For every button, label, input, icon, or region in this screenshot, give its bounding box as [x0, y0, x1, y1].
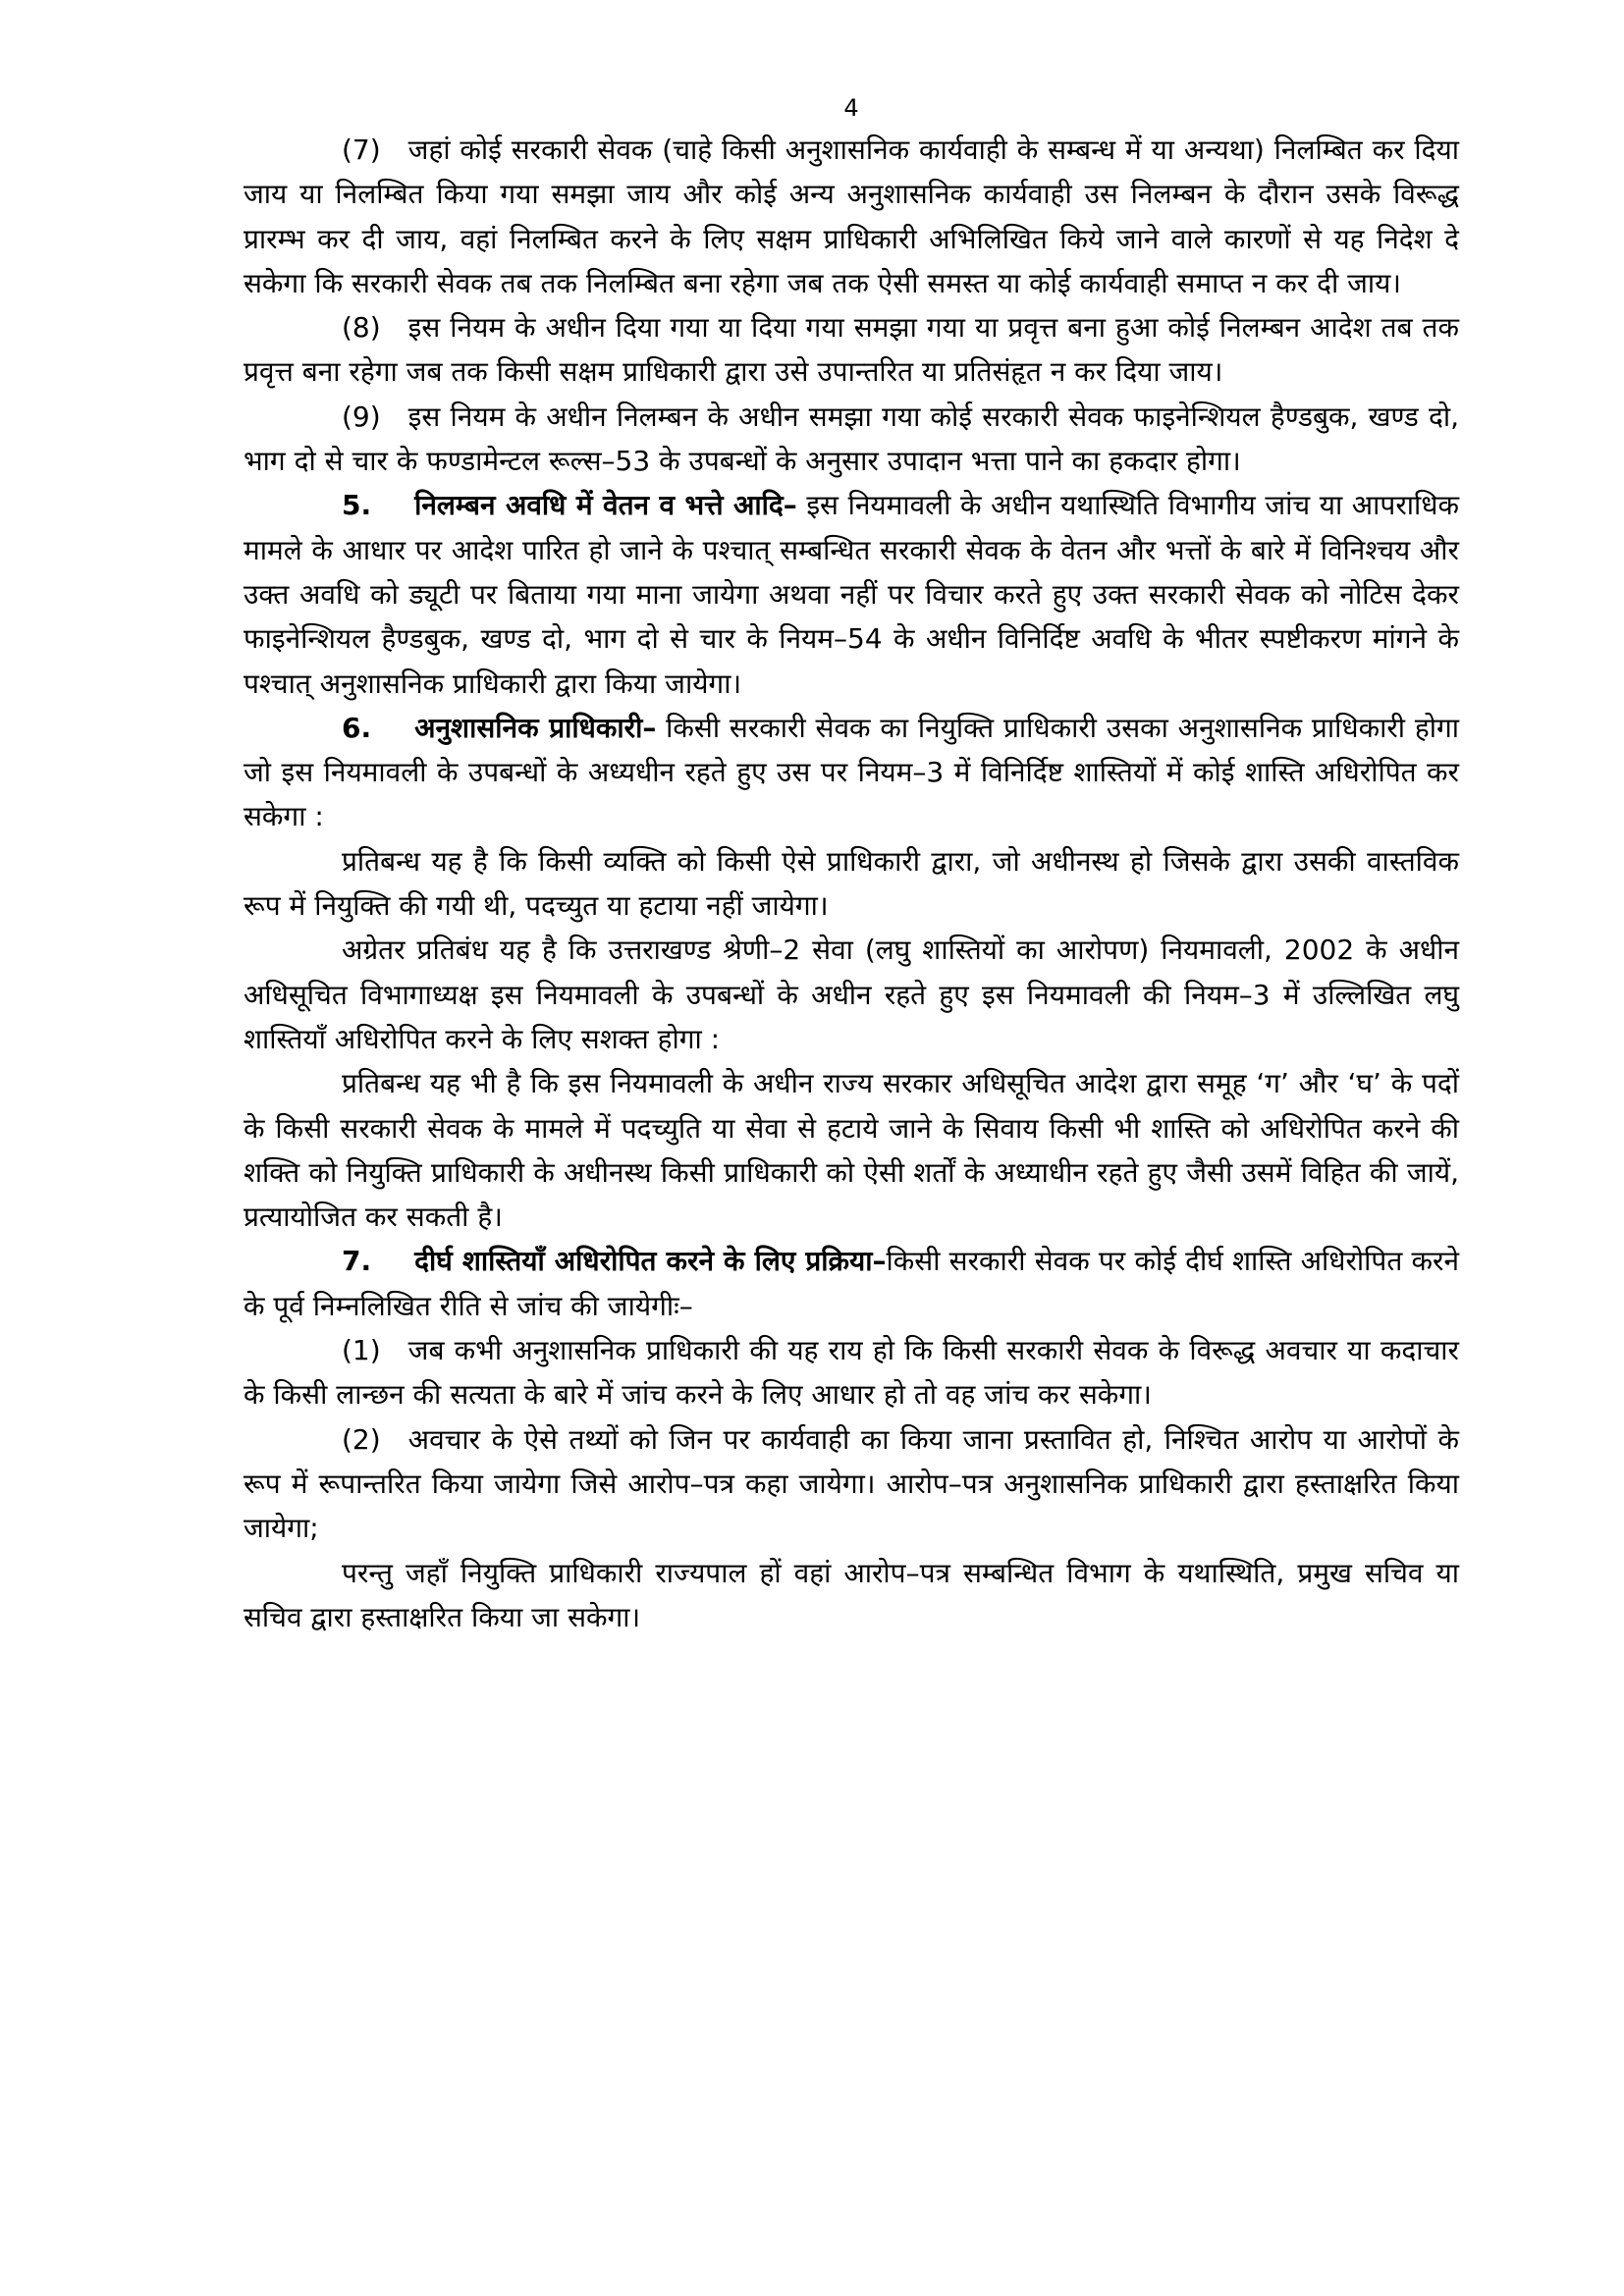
section-6 — [244, 706, 1459, 839]
section-heading: निलम्बन अवधि में वेतन व भत्ते आदि– — [414, 489, 797, 522]
section-5 — [244, 483, 1459, 705]
document-page — [244, 94, 1459, 1639]
sub-clause-2 — [244, 1417, 1459, 1551]
section-text: किसी सरकारी सेवक का नियुक्ति प्राधिकारी उसका अनुशासनिक प्राधिकारी होगा जो इस नियमावली के उपबन्धों के अध्यधीन रहते हुए उस पर नियम–3 में विनिर्दिष्ट शास्तियों में कोई शास्ति अधिरोपित कर सकेगा : — [244, 711, 1459, 833]
section-number: 5. — [342, 489, 372, 522]
clause-number: (7) — [342, 133, 381, 166]
clause-number: (2) — [342, 1422, 381, 1456]
proviso-paragraph: प्रतिबन्ध यह है कि किसी व्यक्ति को किसी ऐसे प्राधिकारी द्वारा, जो अधीनस्थ हो जिसके द्वारा उसकी वास्तविक रूप में नियुक्ति की गयी थी, पदच्युत या हटाया नहीं जायेगा। — [244, 844, 1459, 923]
clause-number: (8) — [342, 311, 381, 345]
further-proviso-paragraph: अग्रेतर प्रतिबंध यह है कि उत्तराखण्ड श्रेणी–2 सेवा (लघु शास्तियों का आरोपण) नियमावली, 2002 के अधीन अधिसूचित विभागाध्यक्ष इस नियमावली के उपबन्धों के अधीन रहते हुए इस नियमावली की नियम–3 में उल्लिखित लघु शास्तियाँ अधिरोपित करने के लिए सशक्त होगा : — [244, 934, 1459, 1055]
clause-number: (9) — [342, 400, 381, 433]
section-number: 6. — [342, 711, 372, 744]
clause-8 — [244, 305, 1459, 395]
section-text: इस नियमावली के अधीन यथास्थिति विभागीय जांच या आपराधिक मामले के आधार पर आदेश पारित हो जाने के पश्चात् सम्बन्धित सरकारी सेवक के वेतन और भत्तों के बारे में विनिश्चय और उक्त अवधि को ड्यूटी पर बिताया गया माना जायेगा अथवा नहीं पर विचार करते हुए उक्त सरकारी सेवक को नोटिस देकर फाइनेन्शियल हैण्डबुक, खण्ड दो, भाग दो से चार के नियम–54 के अधीन विनिर्दिष्ट अवधि के भीतर स्पष्टीकरण मांगने के पश्चात् अनुशासनिक प्राधिकारी द्वारा किया जायेगा। — [244, 489, 1459, 700]
section-heading: अनुशासनिक प्राधिकारी– — [414, 711, 657, 744]
section-number: 7. — [342, 1245, 372, 1278]
clause-9 — [244, 395, 1459, 484]
clause-number: (1) — [342, 1334, 381, 1367]
clause-text: इस नियम के अधीन दिया गया या दिया गया समझा गया या प्रवृत्त बना हुआ कोई निलम्बन आदेश तब तक प्रवृत्त बना रहेगा जब तक किसी सक्षम प्राधिकारी द्वारा उसे उपान्तरित या प्रतिसंहृत न कर दिया जाय। — [244, 311, 1459, 389]
page-number: 4 — [843, 94, 859, 122]
clause-text: इस नियम के अधीन निलम्बन के अधीन समझा गया कोई सरकारी सेवक फाइनेन्शियल हैण्डबुक, खण्ड दो, भाग दो से चार के फण्डामेन्टल रूल्स–53 के उपबन्धों के अनुसार उपादान भत्ता पाने का हकदार होगा। — [244, 400, 1459, 478]
clause-text: जहां कोई सरकारी सेवक (चाहे किसी अनुशासनिक कार्यवाही के सम्बन्ध में या अन्यथा) निलम्बित कर दिया जाय या निलम्बित किया गया समझा जाय और कोई अन्य अनुशासनिक कार्यवाही उस निलम्बन के दौरान उसके विरूद्ध प्रारम्भ कर दी जाय, वहां निलम्बित करने के लिए सक्षम प्राधिकारी अभिलिखित किये जाने वाले कारणों से यह निदेश दे सकेगा कि सरकारी सेवक तब तक निलम्बित बना रहेगा जब तक ऐसी समस्त या कोई कार्यवाही समाप्त न कर दी जाय। — [244, 133, 1459, 299]
clause-text: अवचार के ऐसे तथ्यों को जिन पर कार्यवाही का किया जाना प्रस्तावित हो, निश्चित आरोप या आरोपों के रूप में रूपान्तरित किया जायेगा जिसे आरोप–पत्र कहा जायेगा। आरोप–पत्र अनुशासनिक प्राधिकारी द्वारा हस्ताक्षरित किया जायेगा; — [244, 1422, 1459, 1545]
sub-clause-1 — [244, 1328, 1459, 1417]
clause-text: जब कभी अनुशासनिक प्राधिकारी की यह राय हो कि किसी सरकारी सेवक के विरूद्ध अवचार या कदाचार के किसी लान्छन की सत्यता के बारे में जांच करने के लिए आधार हो तो वह जांच कर सकेगा। — [244, 1334, 1459, 1412]
clause-7 — [244, 128, 1459, 305]
proviso-also-paragraph: प्रतिबन्ध यह भी है कि इस नियमावली के अधीन राज्य सरकार अधिसूचित आदेश द्वारा समूह ‘ग’ और ‘घ’ के पदों के किसी सरकारी सेवक के मामले में पदच्युति या सेवा से हटाये जाने के सिवाय किसी भी शास्ति को अधिरोपित करने की शक्ति को नियुक्ति प्राधिकारी के अधीनस्थ किसी प्राधिकारी को ऐसी शर्तों के अध्याधीन रहते हुए जैसी उसमें विहित की जायें, प्रत्यायोजित कर सकती है। — [244, 1067, 1459, 1234]
section-7 — [244, 1239, 1459, 1328]
section-text: किसी सरकारी सेवक पर कोई दीर्घ शास्ति अधिरोपित करने के पूर्व निम्नलिखित रीति से जांच की जायेगीः– — [244, 1245, 1459, 1322]
provided-paragraph: परन्तु जहाँ नियुक्ति प्राधिकारी राज्यपाल हों वहां आरोप–पत्र सम्बन्धित विभाग के यथास्थिति, प्रमुख सचिव या सचिव द्वारा हस्ताक्षरित किया जा सकेगा। — [244, 1556, 1459, 1633]
section-heading: दीर्घ शास्तियाँ अधिरोपित करने के लिए प्रक्रिया– — [414, 1245, 887, 1278]
